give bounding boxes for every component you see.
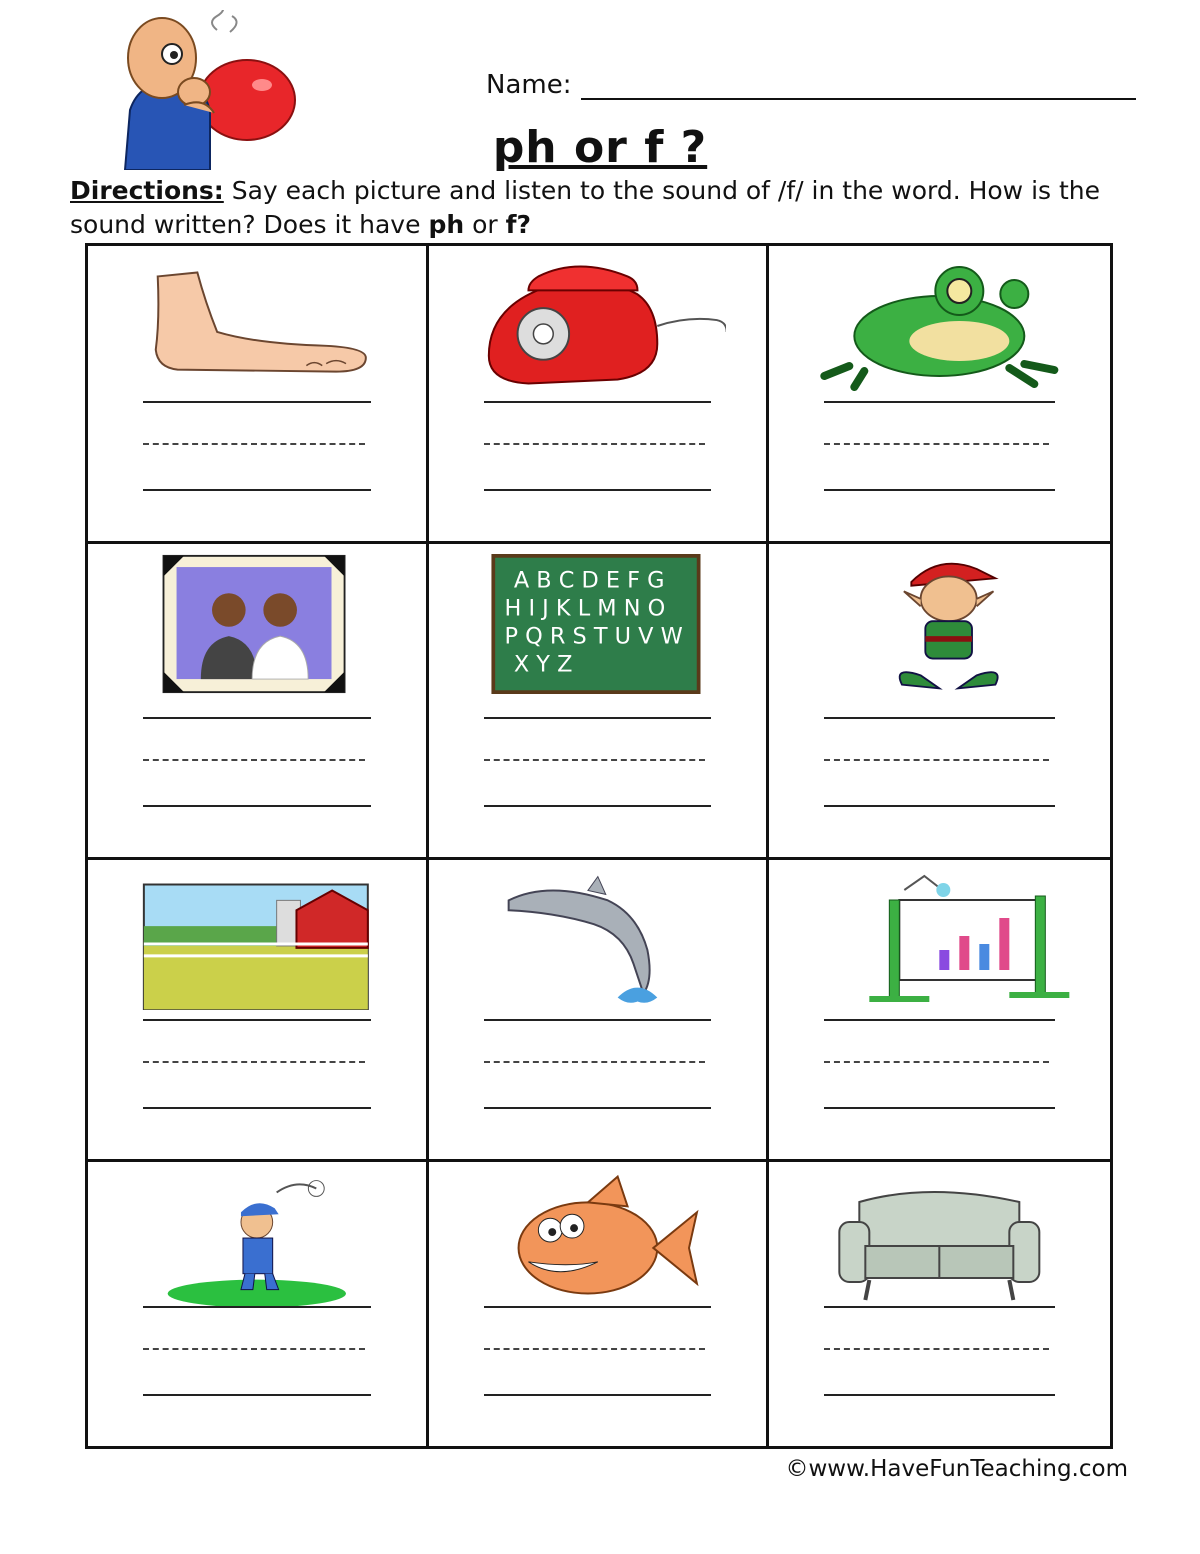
write-lines[interactable] [143,717,371,809]
name-rule[interactable] [581,72,1136,100]
board-row-4: X Y Z [513,651,573,678]
directions-text: Say each picture and listen to the sound of /f/ in the word. How is the sound written? Does it have [70,176,1101,239]
page-title: ph or f ? [492,122,708,173]
directions-ph: ph [428,210,465,239]
write-lines[interactable] [143,401,371,493]
write-lines[interactable] [824,401,1055,493]
write-lines[interactable] [484,1019,712,1111]
cell-foot [88,246,429,544]
golf-icon [128,1172,386,1312]
name-field[interactable] [486,70,1136,100]
cell-photo [88,544,429,860]
directions [70,174,1130,242]
cell-graph [769,860,1110,1162]
telephone-icon [469,256,727,396]
sofa-icon [809,1172,1070,1312]
cell-fish [429,1162,770,1446]
farm-icon [128,870,386,1010]
write-lines[interactable] [824,1019,1055,1111]
board-row-2: H I J K L M N O [504,595,665,622]
worksheet-grid [85,243,1113,1449]
dolphin-icon [469,870,727,1010]
write-lines[interactable] [484,1306,712,1398]
cell-farm [88,860,429,1162]
fish-icon [469,1172,727,1312]
elf-icon [809,554,1070,694]
frog-icon [809,256,1070,396]
directions-or: or [464,210,506,239]
cell-golf [88,1162,429,1446]
directions-label: Directions: [70,176,224,205]
board-row-1: A B C D E F G [513,567,665,594]
photo-icon [128,554,386,694]
name-label: Name: [486,70,572,100]
write-lines[interactable] [824,717,1055,809]
cell-alphabet [429,544,770,860]
board-row-3: P Q R S T U V W [504,623,683,650]
directions-f: f? [505,210,531,239]
cell-dolphin [429,860,770,1162]
graph-icon [809,870,1070,1010]
write-lines[interactable] [484,717,712,809]
write-lines[interactable] [484,401,712,493]
cell-sofa [769,1162,1110,1446]
cell-telephone [429,246,770,544]
alphabet-icon [469,554,727,694]
write-lines[interactable] [143,1019,371,1111]
copyright: ©www.HaveFunTeaching.com [785,1456,1128,1482]
cell-elf [769,544,1110,860]
write-lines[interactable] [143,1306,371,1398]
write-lines[interactable] [824,1306,1055,1398]
foot-icon [128,256,386,396]
cell-frog [769,246,1110,544]
